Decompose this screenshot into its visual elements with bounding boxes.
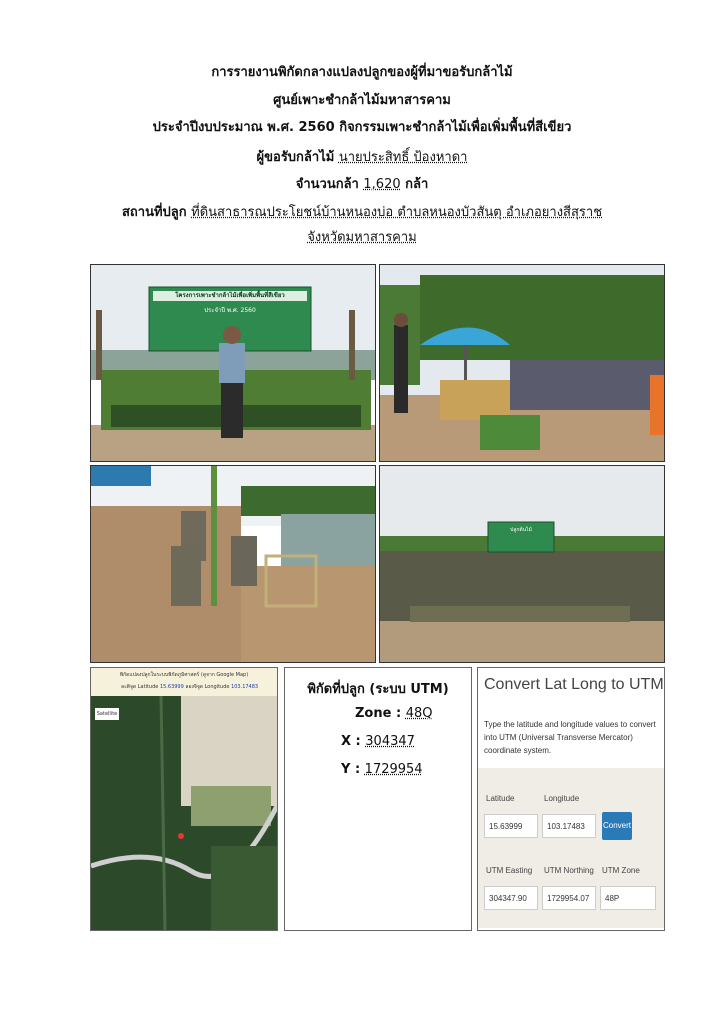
location-value: ที่ดินสาธารณประโยชน์บ้านหนองบ่อ ตำบลหนองบัวสันตุ อำเภอยางสีสุราช (191, 205, 603, 220)
zone-output[interactable]: 48P (600, 886, 656, 910)
photo-speech-crowd (379, 264, 665, 462)
sign-text-2: ประจำปี พ.ศ. 2560 (204, 307, 256, 314)
utm-zone-value: 48Q (405, 706, 433, 721)
photo-group-image (380, 466, 664, 662)
easting-output[interactable]: 304347.90 (484, 886, 538, 910)
location-value-2: จังหวัดมหาสารคาม (307, 230, 417, 245)
map-lat-value: 15.63999 (159, 684, 184, 690)
map-lng-value: 103.17483 (231, 684, 259, 690)
converter-form (478, 768, 664, 928)
map-lng-label: ลองจิจูด Longitude (185, 684, 230, 690)
count-label: จำนวนกล้า (295, 177, 359, 192)
satellite-map[interactable] (91, 696, 277, 930)
northing-output[interactable]: 1729954.07 (542, 886, 596, 910)
longitude-label: Longitude (544, 794, 580, 803)
utm-zone-label: Zone : (355, 706, 402, 721)
map-lat-label: ละติจูด Latitude (121, 684, 159, 690)
longitude-input[interactable]: 103.17483 (542, 814, 596, 838)
location-label: สถานที่ปลูก (121, 205, 187, 220)
count-value: 1,620 (363, 177, 401, 192)
utm-x-value: 304347 (365, 734, 415, 749)
photo-man-with-sign (90, 264, 376, 462)
easting-label: UTM Easting (486, 866, 533, 875)
utm-x-label: X : (341, 734, 361, 749)
recipient-label: ผู้ขอรับกล้าไม้ (256, 150, 335, 165)
utm-zone-row (355, 706, 472, 721)
recipient-value: นายประสิทธิ์ ป้องหาดา (338, 150, 468, 165)
converter-panel (477, 667, 665, 931)
zone-label: UTM Zone (602, 866, 640, 875)
latitude-label: Latitude (486, 794, 515, 803)
converter-title: Convert Lat Long to UTM (484, 676, 664, 693)
utm-title: พิกัดที่ปลูก (ระบบ UTM) (307, 682, 449, 697)
utm-x-row (341, 734, 472, 749)
map-panel (90, 667, 278, 931)
photo-speech-crowd-image (380, 265, 664, 461)
photo-officers-planting (90, 465, 376, 663)
map-type-button[interactable]: Satellite (95, 708, 119, 720)
photo-group (379, 465, 665, 663)
sign-text-1: โครงการเพาะชำกล้าไม้เพื่อเพิ่มพื้นที่สีเขียว (175, 292, 285, 299)
location-line-2 (0, 230, 724, 246)
converter-description: Type the latitude and longitude values to convert into UTM (Universal Transverse Mercator) coordinate system. (484, 720, 656, 755)
utm-y-row (341, 762, 472, 777)
map-header-text: พิกัดแปลงปลูกในระบบพิกัดภูมิศาสตร์ (ดูจาก Google Map) (119, 672, 249, 678)
count-line (0, 177, 724, 193)
title-line-3: ประจำปีงบประมาณ พ.ศ. 2560 กิจกรรมเพาะชำกล้าไม้เพื่อเพิ่มพื้นที่สีเขียว (152, 120, 572, 135)
latitude-input[interactable]: 15.63999 (484, 814, 538, 838)
recipient-line (0, 150, 724, 166)
count-unit: กล้า (405, 177, 429, 192)
title-line-1: การรายงานพิกัดกลางแปลงปลูกของผู้ที่มาขอรับกล้าไม้ (211, 65, 513, 80)
photo-officers-planting-image (91, 466, 375, 662)
map-coordinate-readout (121, 683, 258, 691)
utm-panel (284, 667, 472, 931)
utm-y-value: 1729954 (364, 762, 423, 777)
location-line (0, 205, 724, 221)
utm-y-label: Y : (341, 762, 361, 777)
convert-button[interactable]: Convert (602, 812, 632, 840)
group-sign-text: ปลูกต้นไม้ (510, 527, 532, 533)
northing-label: UTM Northing (544, 866, 594, 875)
title-line-2: ศูนย์เพาะชำกล้าไม้มหาสารคาม (273, 93, 451, 108)
